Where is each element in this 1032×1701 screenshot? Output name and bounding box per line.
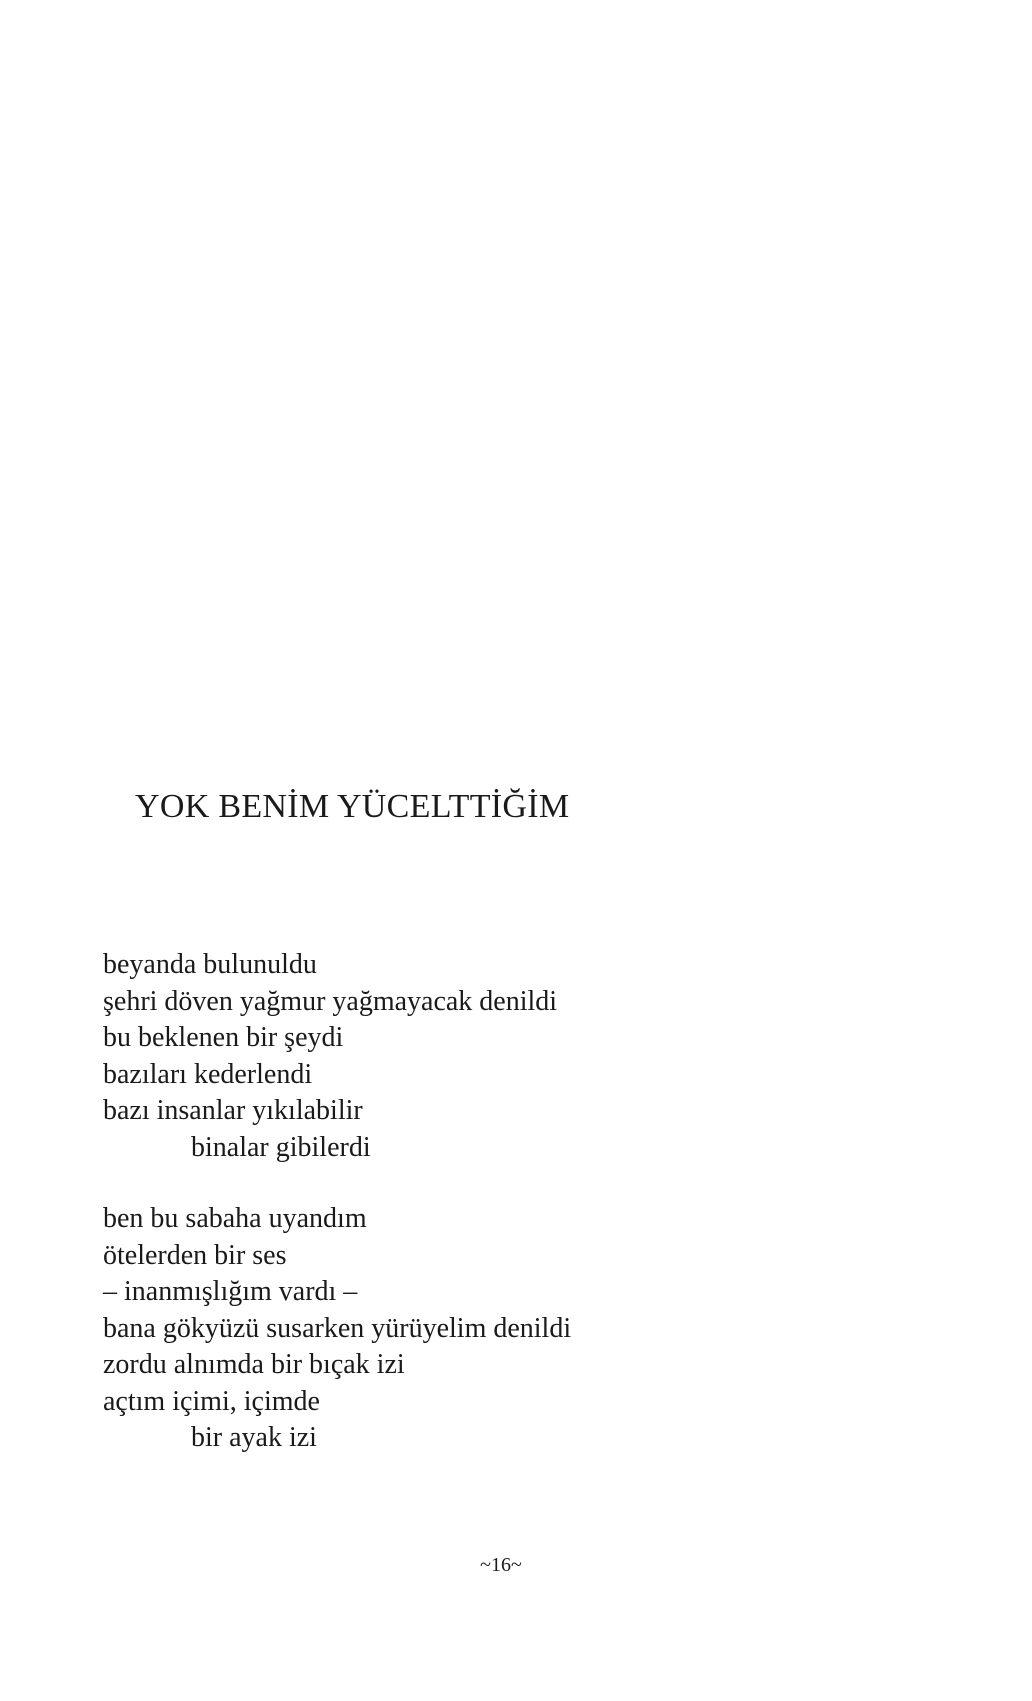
poem-line: beyanda bulunuldu <box>103 949 317 980</box>
poem-line: bu beklenen bir şeydi <box>103 1022 344 1053</box>
poem-line: ötelerden bir ses <box>103 1239 287 1271</box>
poem-line: ben bu sabaha uyandım <box>103 1203 367 1234</box>
poem-title: YOK BENİM YÜCELTTİĞİM <box>135 788 570 825</box>
poem-line-indented: binalar gibilerdi <box>191 1131 371 1163</box>
stanza-1 <box>103 947 557 1166</box>
poem-line: bana gökyüzü susarken yürüyelim denildi <box>103 1312 572 1344</box>
poem-line: zordu alnımda bir bıçak izi <box>103 1349 405 1380</box>
poem-line: bazıları kederlendi <box>103 1058 313 1090</box>
poem-line: bazı insanlar yıkılabilir <box>103 1095 363 1126</box>
page-number: ~16~ <box>480 1554 522 1576</box>
stanza-2 <box>103 1201 571 1457</box>
poem-line: şehri döven yağmur yağmayacak denildi <box>103 985 558 1017</box>
poem-line: – inanmışlığım vardı – <box>103 1276 358 1307</box>
poem-line: açtım içimi, içimde <box>103 1385 320 1417</box>
poem-line-indented: bir ayak izi <box>191 1422 317 1453</box>
